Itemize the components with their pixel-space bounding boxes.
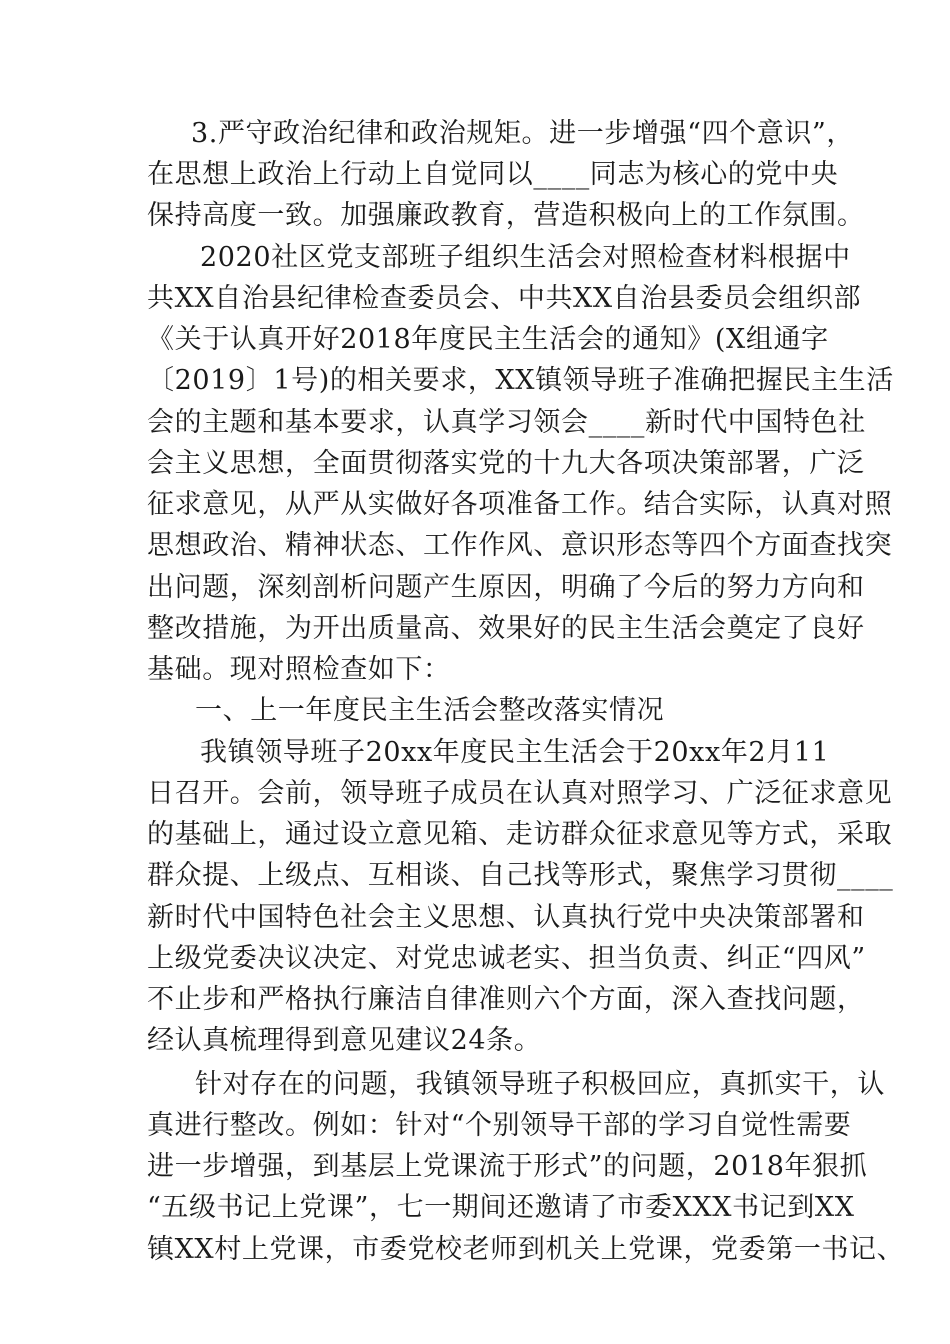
text-line: 共XX自治县纪律检查委员会、中共XX自治县委员会组织部: [147, 283, 862, 314]
text-line: 〔2019〕1号)的相关要求，XX镇领导班子准确把握民主生活: [147, 365, 894, 396]
text-line: 保持高度一致。加强廉政教育，营造积极向上的工作氛围。: [147, 200, 865, 231]
text-line: 新时代中国特色社会主义思想、认真执行党中央决策部署和: [147, 902, 865, 933]
text-line: 基础。现对照检查如下：: [147, 654, 451, 685]
text-line: 的基础上，通过设立意见箱、走访群众征求意见等方式，采取: [147, 819, 893, 850]
text-line: 群众提、上级点、互相谈、自己找等形式，聚焦学习贯彻____: [147, 860, 894, 891]
text-line: 出问题，深刻剖析问题产生原因，明确了今后的努力方向和: [147, 572, 865, 603]
text-line: 《关于认真开好2018年度民主生活会的通知》(X组通字: [147, 324, 829, 355]
text-line: 2020社区党支部班子组织生活会对照检查材料根据中: [200, 242, 851, 273]
text-line: 我镇领导班子20xx年度民主生活会于20xx年2月11: [200, 737, 830, 768]
text-line: 经认真梳理得到意见建议24条。: [147, 1025, 542, 1056]
section-heading: 一、上一年度民主生活会整改落实情况: [195, 695, 665, 726]
text-line: 真进行整改。例如：针对“个别领导干部的学习自觉性需要: [147, 1110, 852, 1141]
text-line: 日召开。会前，领导班子成员在认真对照学习、广泛征求意见: [147, 778, 893, 809]
text-line: 会主义思想，全面贯彻落实党的十九大各项决策部署，广泛: [147, 448, 865, 479]
text-line: 整改措施，为开出质量高、效果好的民主生活会奠定了良好: [147, 613, 865, 644]
text-line: 针对存在的问题，我镇领导班子积极回应，真抓实干，认: [195, 1069, 885, 1100]
text-line: “五级书记上党课”，七一期间还邀请了市委XXX书记到XX: [147, 1192, 855, 1223]
text-line: 在思想上政治上行动上自觉同以____同志为核心的党中央: [147, 159, 839, 190]
text-line: 镇XX村上党课，市委党校老师到机关上党课，党委第一书记、: [147, 1234, 905, 1265]
text-line: 思想政治、精神状态、工作作风、意识形态等四个方面查找突: [147, 530, 893, 561]
text-line: 上级党委决议决定、对党忠诚老实、担当负责、纠正“四风”: [147, 943, 866, 974]
text-line: 会的主题和基本要求，认真学习领会____新时代中国特色社: [147, 407, 866, 438]
text-line: 3.严守政治纪律和政治规矩。进一步增强“四个意识”，: [191, 118, 854, 149]
text-line: 进一步增强，到基层上党课流于形式”的问题，2018年狠抓: [147, 1151, 868, 1182]
text-line: 不止步和严格执行廉洁自律准则六个方面，深入查找问题，: [147, 984, 865, 1015]
text-line: 征求意见，从严从实做好各项准备工作。结合实际，认真对照: [147, 489, 893, 520]
